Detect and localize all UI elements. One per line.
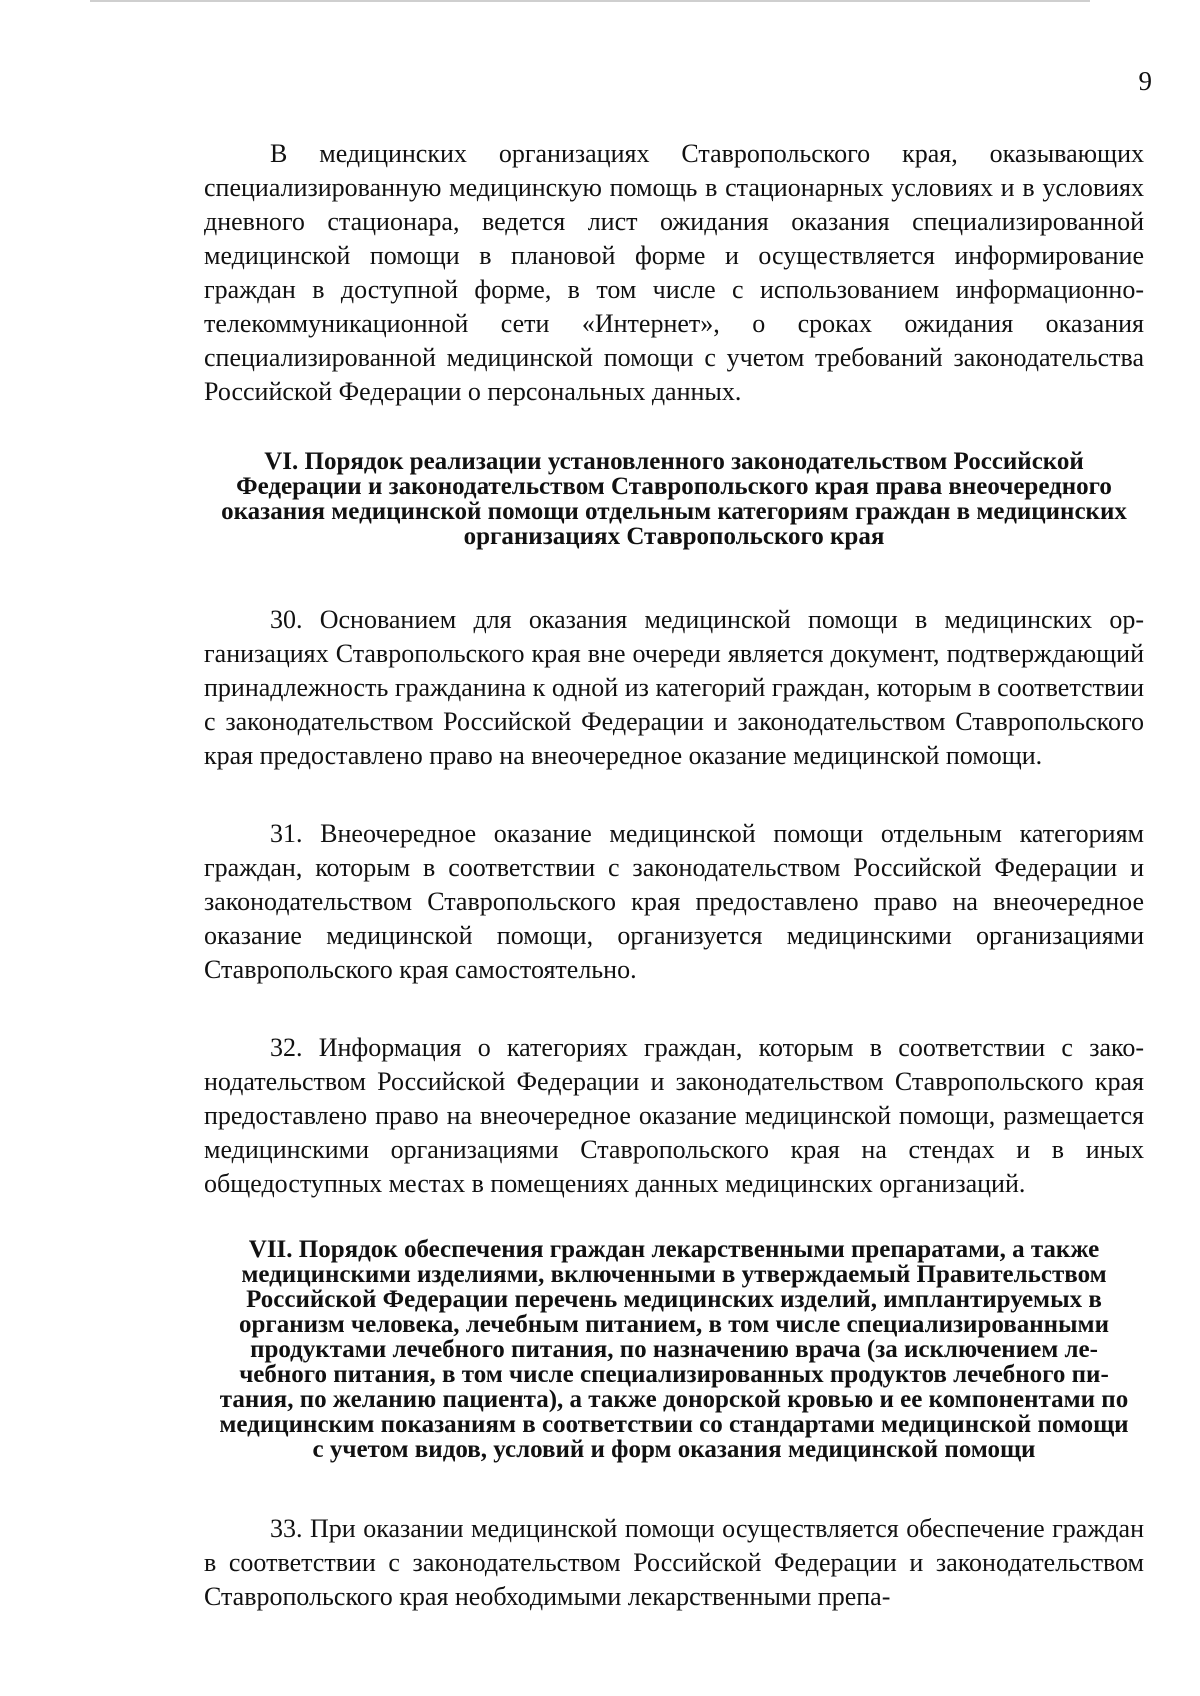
paragraph-31: 31. Внеочередное оказание медицинской помощи отдельным категориям граждан, которым в соответствии с законодательством Российской Федерации и законодательством Ставропольского края предоставлено право на внеочередное оказание медицинской помощи, организуется медицинскими организациями Ставропольского края самостоятельно.: [204, 819, 1144, 984]
scan-edge-line: [90, 0, 1090, 2]
document-body: [204, 137, 1144, 1614]
paragraph-waiting-list: В медицинских организациях Ставропольского края, оказывающих специализированную медицинскую помощь в стационарных условиях и в условиях дневного стационара, ведется лист ожидания оказания специализированной медицинской помощи в плановой форме и осуществляется информирование граждан в доступной форме, в том числе с использованием информационно-телекоммуникационной сети «Интернет», о сроках ожидания оказания специализированной медицинской помощи с учетом требований законодательства Российской Федерации о персональных данных.: [204, 139, 1144, 406]
paragraph-32: 32. Информация о категориях граждан, которым в соответствии с законодательством Российской Федерации и законодательством Ставропольского края предоставлено право на внеочередное оказание медицинской помощи, размещается медицинскими организациями Ставропольского края на стендах и в иных общедоступных местах в помещениях данных медицинских организаций.: [204, 1033, 1144, 1198]
paragraph-30: 30. Основанием для оказания медицинской помощи в медицинских организациях Ставропольского края вне очереди является документ, подтверждающий принадлежность гражданина к одной из категорий граждан, которым в соответствии с законодательством Российской Федерации и законодательством Ставропольского края предоставлено право на внеочередное оказание медицинской помощи.: [204, 605, 1144, 770]
page-number: 9: [1138, 66, 1152, 96]
section-heading-vii: VII. Порядок обеспечения граждан лекарственными препаратами, а также медицинскими изделиями, включенными в утверждаемый Правительством Российской Федерации перечень медицинских изделий, имплантируемых в организм человека, лечебным питанием, в том числе специализированными продуктами лечебного питания, по назначению врача (за исключением лечебного питания, в том числе специализированных продуктов лечебного питания, по желанию пациента), а также донорской кровью и ее компонентами по медицинским показаниям в соответствии со стандартами медицинской помощи с учетом видов, условий и форм оказания медицинской помощи: [219, 1236, 1129, 1463]
paragraph-33: 33. При оказании медицинской помощи осуществляется обеспечение граждан в соответствии с законодательством Российской Федерации и законодательством Ставропольского края необходимыми лекарственными препа-: [204, 1514, 1144, 1611]
section-heading-vi: VI. Порядок реализации установленного законодательством Российской Федерации и законодательством Ставропольского края права внеочередного оказания медицинской помощи отдельным категориям граждан в медицинских организациях Ставропольского края: [221, 448, 1127, 550]
